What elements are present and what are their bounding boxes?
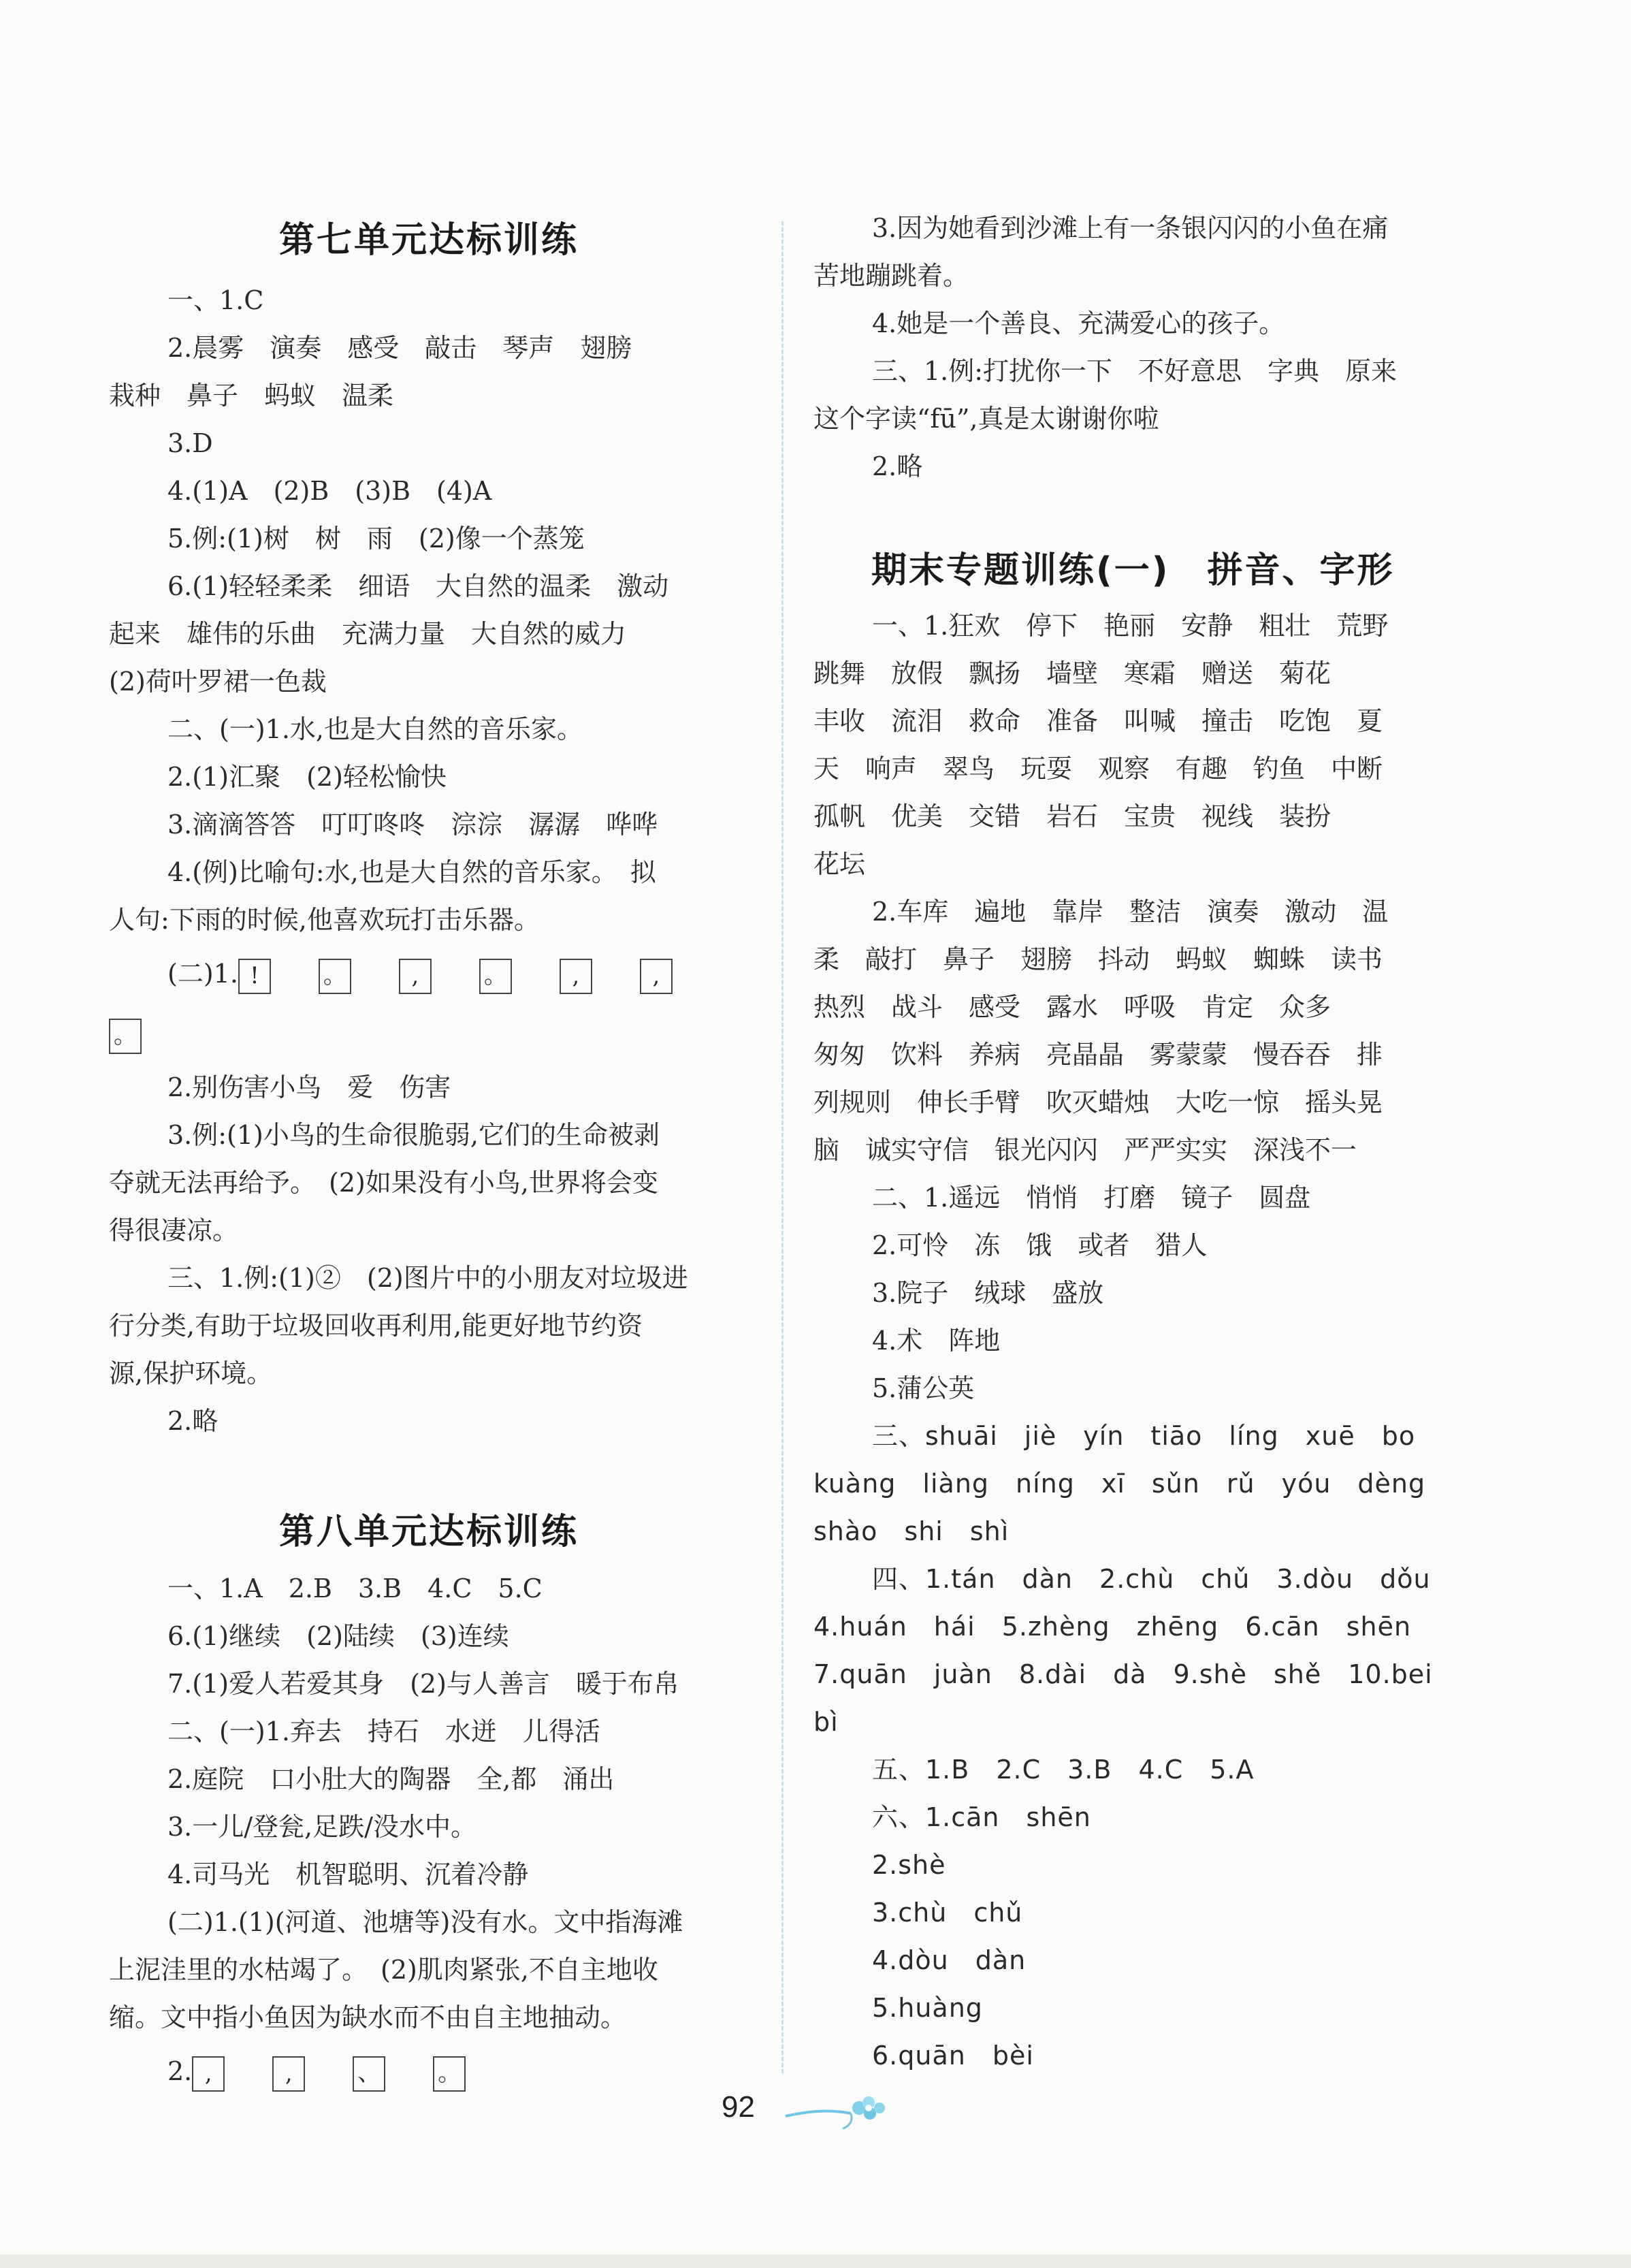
final-review-answers bbox=[813, 602, 1447, 2079]
pinyin-line: 6.quān bèi bbox=[872, 2041, 1034, 2071]
pinyin-line: 六、1.cān shēn bbox=[872, 1802, 1091, 1832]
page-number: 92 bbox=[722, 2090, 755, 2124]
answer-line: 人句:下雨的时候,他喜欢玩打击乐器。 bbox=[109, 905, 540, 935]
answer-line: 二、(一)1.弃去 持石 水迸 儿得活 bbox=[167, 1716, 600, 1746]
answer-line: 3.滴滴答答 叮叮咚咚 淙淙 潺潺 哗哗 bbox=[167, 810, 658, 840]
answer-line: 4.(例)比喻句:水,也是大自然的音乐家。 拟 bbox=[167, 857, 656, 887]
answer-line: 五、1.B 2.C 3.B 4.C 5.A bbox=[872, 1755, 1255, 1785]
answer-line: 脑 诚实守信 银光闪闪 严严实实 深浅不一 bbox=[813, 1135, 1357, 1165]
answer-line: 2.略 bbox=[167, 1406, 219, 1436]
answer-line: 7.(1)爱人若爱其身 (2)与人善言 暖于布帛 bbox=[167, 1669, 679, 1699]
punctuation-box-row bbox=[109, 944, 749, 1004]
answer-line: 上泥洼里的水枯竭了。 (2)肌肉紧张,不自主地收 bbox=[109, 1955, 658, 1985]
unit8-answers-cont bbox=[813, 204, 1447, 490]
left-column bbox=[109, 204, 749, 2101]
pinyin-line: 5.huàng bbox=[872, 1993, 983, 2023]
answer-line: 2.(1)汇聚 (2)轻松愉快 bbox=[167, 762, 447, 792]
answer-line: 3.因为她看到沙滩上有一条银闪闪的小鱼在痛 bbox=[872, 213, 1389, 243]
punctuation-box: , bbox=[272, 2056, 305, 2092]
pinyin-line: 3.chù chǔ bbox=[872, 1898, 1023, 1928]
punctuation-box: , bbox=[640, 959, 673, 994]
answer-line: 一、1.A 2.B 3.B 4.C 5.C bbox=[167, 1574, 543, 1603]
unit7-answers-cont bbox=[109, 1064, 749, 1445]
answer-line: 4.术 阵地 bbox=[872, 1326, 1001, 1356]
answer-line: 热烈 战斗 感受 露水 呼吸 肯定 众多 bbox=[813, 992, 1331, 1022]
answer-line: 2.庭院 口小肚大的陶器 全,都 涌出 bbox=[167, 1764, 615, 1794]
punctuation-box: 。 bbox=[319, 959, 351, 994]
answer-line: 4.(1)A (2)B (3)B (4)A bbox=[167, 476, 492, 506]
answer-line: 4.她是一个善良、充满爱心的孩子。 bbox=[872, 308, 1285, 338]
final-review-title: 期末专题训练(一) 拼音、字形 bbox=[871, 550, 1395, 591]
answer-line: 跳舞 放假 飘扬 墙壁 寒霜 赠送 菊花 bbox=[813, 658, 1331, 688]
pinyin-line: 三、shuāi jiè yín tiāo líng xuē bo bbox=[872, 1421, 1416, 1451]
answer-line: 2.可怜 冻 饿 或者 猎人 bbox=[872, 1230, 1208, 1260]
answer-line: 3.院子 绒球 盛放 bbox=[872, 1278, 1104, 1308]
pinyin-line: 四、1.tán dàn 2.chù chǔ 3.dòu dǒu bbox=[872, 1564, 1431, 1594]
answer-line: 孤帆 优美 交错 岩石 宝贵 视线 装扮 bbox=[813, 801, 1331, 831]
answer-line: 二、1.遥远 悄悄 打磨 镜子 圆盘 bbox=[872, 1183, 1311, 1213]
punctuation-box-row bbox=[109, 2041, 749, 2101]
answer-line: 3.例:(1)小鸟的生命很脆弱,它们的生命被剥 bbox=[167, 1120, 660, 1150]
answer-line: (2)荷叶罗裙一色裁 bbox=[109, 667, 327, 697]
answer-line: 3.D bbox=[167, 428, 213, 458]
answer-line: 夺就无法再给予。 (2)如果没有小鸟,世界将会变 bbox=[109, 1168, 658, 1198]
punctuation-box: , bbox=[192, 2056, 225, 2092]
answer-line: 缩。文中指小鱼因为缺水而不由自主地抽动。 bbox=[109, 2002, 627, 2032]
pinyin-line: 7.quān juàn 8.dài dà 9.shè shě 10.bei bbox=[813, 1659, 1433, 1689]
answer-line: 4.司马光 机智聪明、沉着冷静 bbox=[167, 1859, 529, 1889]
unit7-title: 第七单元达标训练 bbox=[278, 220, 579, 261]
column-divider bbox=[781, 221, 784, 2073]
right-column bbox=[813, 204, 1447, 2079]
pinyin-line: bì bbox=[813, 1707, 839, 1737]
answer-line: 一、1.C bbox=[167, 285, 264, 315]
answer-line: 匆匆 饮料 养病 亮晶晶 雾蒙蒙 慢吞吞 排 bbox=[813, 1040, 1383, 1070]
unit7-answers bbox=[109, 276, 749, 944]
answer-line: 得很凄凉。 bbox=[109, 1215, 239, 1245]
answer-line: 源,保护环境。 bbox=[109, 1358, 273, 1388]
answer-line: 苦地蹦跳着。 bbox=[813, 261, 969, 291]
answer-line: 5.蒲公英 bbox=[872, 1373, 975, 1403]
pinyin-line: kuàng liàng níng xī sǔn rǔ yóu dèng bbox=[813, 1469, 1426, 1499]
pinyin-line: 2.shè bbox=[872, 1850, 946, 1880]
answer-line: 花坛 bbox=[813, 849, 866, 879]
answer-line: 二、(一)1.水,也是大自然的音乐家。 bbox=[167, 714, 583, 744]
punctuation-box-row bbox=[109, 1004, 749, 1064]
pinyin-line: 4.huán hái 5.zhèng zhēng 6.cān shēn bbox=[813, 1612, 1412, 1642]
answer-line: 起来 雄伟的乐曲 充满力量 大自然的威力 bbox=[109, 619, 627, 649]
answer-line: 这个字读“fū”,真是太谢谢你啦 bbox=[813, 404, 1159, 434]
punctuation-box: 。 bbox=[109, 1019, 142, 1054]
answer-line: (二)1.(1)(河道、池塘等)没有水。文中指海滩 bbox=[167, 1907, 683, 1937]
punctuation-box: 、 bbox=[353, 2056, 385, 2092]
box-prefix: 2. bbox=[167, 2056, 193, 2086]
answer-line: 三、1.例:打扰你一下 不好意思 字典 原来 bbox=[872, 356, 1398, 386]
answer-line: 行分类,有助于垃圾回收再利用,能更好地节约资 bbox=[109, 1311, 643, 1341]
answer-line: 5.例:(1)树 树 雨 (2)像一个蒸笼 bbox=[167, 524, 585, 554]
answer-line: 柔 敲打 鼻子 翅膀 抖动 蚂蚁 蜘蛛 读书 bbox=[813, 944, 1383, 974]
pinyin-line: 4.dòu dàn bbox=[872, 1945, 1027, 1975]
answer-line: 2.略 bbox=[872, 451, 923, 481]
answer-line: 三、1.例:(1)② (2)图片中的小朋友对垃圾进 bbox=[167, 1263, 688, 1293]
punctuation-box: , bbox=[399, 959, 432, 994]
punctuation-box: , bbox=[560, 959, 592, 994]
answer-line: 列规则 伸长手臂 吹灭蜡烛 大吃一惊 摇头晃 bbox=[813, 1087, 1383, 1117]
flower-ornament-icon bbox=[783, 2090, 899, 2131]
answer-line: 2.晨雾 演奏 感受 敲击 琴声 翅膀 bbox=[167, 333, 632, 363]
answer-line: 2.别伤害小鸟 爱 伤害 bbox=[167, 1072, 451, 1102]
pinyin-line: shào shi shì bbox=[813, 1516, 1010, 1546]
page-bottom-edge bbox=[0, 2254, 1631, 2268]
punctuation-box: ! bbox=[238, 959, 271, 994]
punctuation-box: 。 bbox=[479, 959, 512, 994]
answer-line: 一、1.狂欢 停下 艳丽 安静 粗壮 荒野 bbox=[872, 611, 1389, 641]
punctuation-box: 。 bbox=[433, 2056, 466, 2092]
unit8-answers bbox=[109, 1565, 749, 2041]
box-prefix: (二)1. bbox=[167, 959, 238, 989]
answer-line: 丰收 流泪 救命 准备 叫喊 撞击 吃饱 夏 bbox=[813, 706, 1383, 736]
answer-line: 天 响声 翠鸟 玩耍 观察 有趣 钓鱼 中断 bbox=[813, 754, 1383, 784]
answer-line: 栽种 鼻子 蚂蚁 温柔 bbox=[109, 381, 394, 411]
unit8-title: 第八单元达标训练 bbox=[278, 1512, 579, 1552]
answer-line: 3.一儿/登瓮,足跌/没水中。 bbox=[167, 1812, 477, 1842]
answer-line: 6.(1)继续 (2)陆续 (3)连续 bbox=[167, 1621, 509, 1651]
answer-line: 6.(1)轻轻柔柔 细语 大自然的温柔 激动 bbox=[167, 571, 669, 601]
answer-line: 2.车库 遍地 靠岸 整洁 演奏 激动 温 bbox=[872, 897, 1389, 927]
